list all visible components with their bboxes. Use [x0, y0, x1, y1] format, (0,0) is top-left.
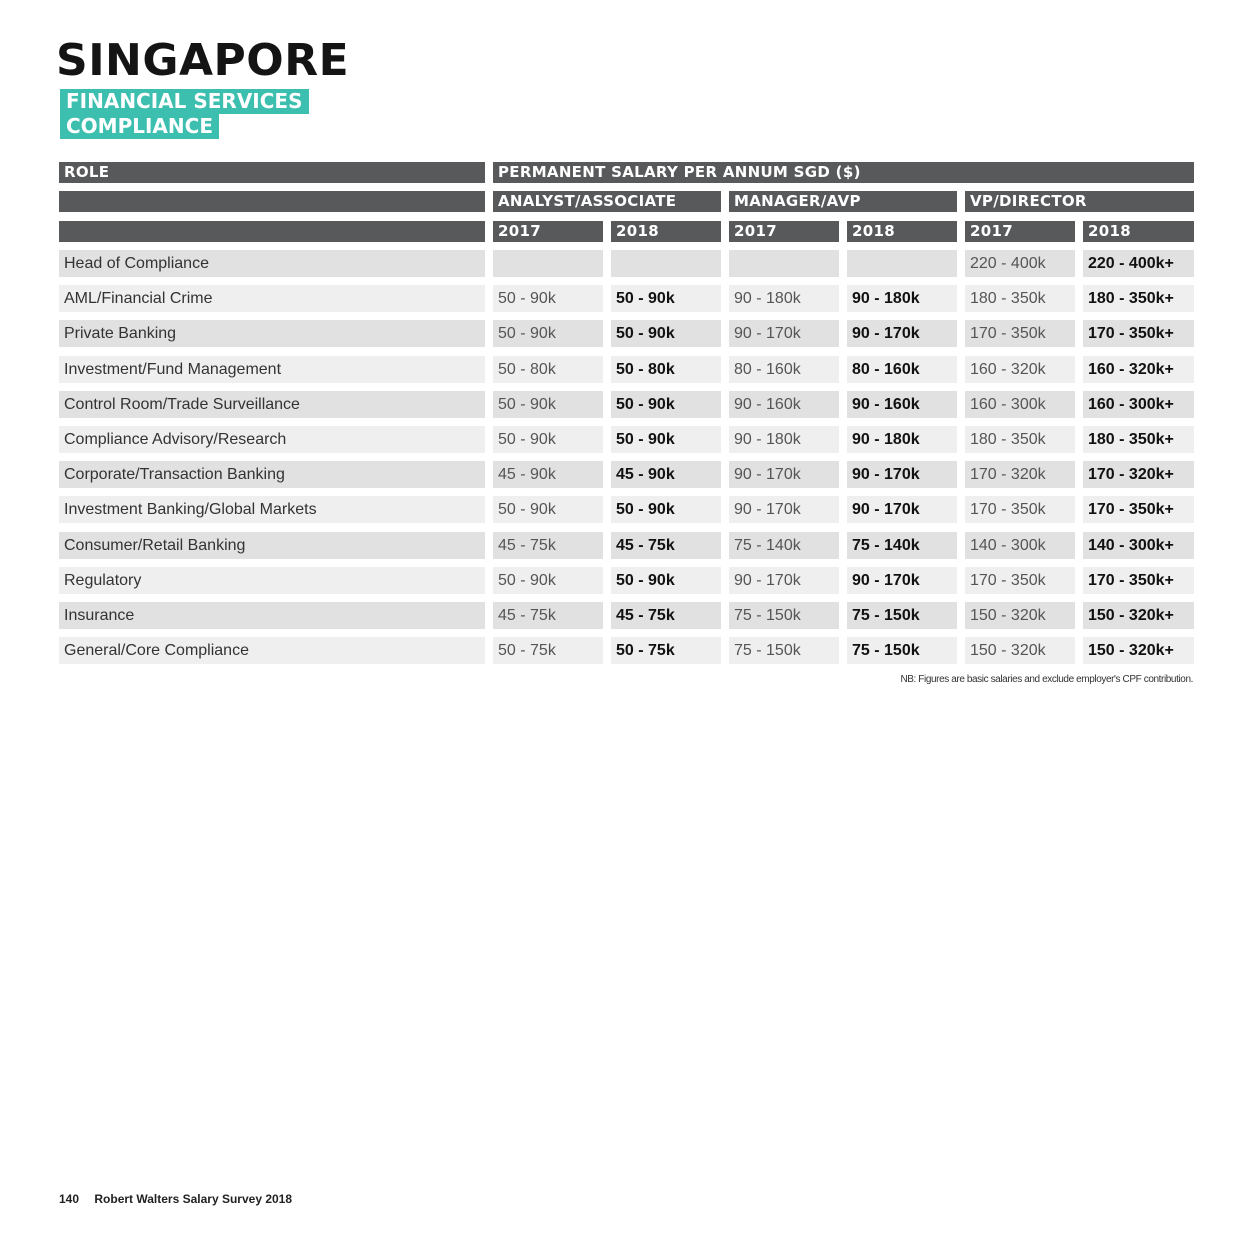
page-number: 140: [59, 1192, 80, 1206]
page-footer: [59, 1192, 292, 1206]
role-cell: Regulatory: [59, 567, 485, 594]
role-cell: Investment/Fund Management: [59, 356, 485, 383]
salary-cell: 45 - 75k: [493, 532, 603, 559]
year-header-manager-2017: 2017: [729, 221, 839, 242]
salary-cell: 75 - 150k: [847, 602, 957, 629]
salary-cell: 90 - 170k: [729, 461, 839, 488]
salary-cell: 75 - 150k: [729, 637, 839, 664]
salary-cell: 90 - 170k: [729, 567, 839, 594]
role-cell: Insurance: [59, 602, 485, 629]
salary-cell: 50 - 90k: [611, 320, 721, 347]
role-cell: Corporate/Transaction Banking: [59, 461, 485, 488]
role-cell: General/Core Compliance: [59, 637, 485, 664]
level-header-analyst: ANALYST/ASSOCIATE: [493, 191, 721, 212]
year-header-analyst-2017: 2017: [493, 221, 603, 242]
salary-cell: 160 - 320k+: [1083, 356, 1194, 383]
salary-cell: 90 - 170k: [847, 496, 957, 523]
salary-cell: 150 - 320k: [965, 602, 1075, 629]
salary-cell: 50 - 90k: [493, 285, 603, 312]
level-header-vp: VP/DIRECTOR: [965, 191, 1194, 212]
sector-tag: FINANCIAL SERVICES: [60, 89, 309, 114]
salary-cell: 160 - 300k+: [1083, 391, 1194, 418]
salary-cell: 140 - 300k+: [1083, 532, 1194, 559]
publication-title: Robert Walters Salary Survey 2018: [94, 1192, 293, 1206]
salary-cell: 180 - 350k: [965, 285, 1075, 312]
salary-cell: 150 - 320k+: [1083, 602, 1194, 629]
salary-cell: 50 - 75k: [611, 637, 721, 664]
salary-cell: 80 - 160k: [729, 356, 839, 383]
salary-cell: 45 - 90k: [611, 461, 721, 488]
salary-cell: [493, 250, 603, 277]
role-cell: Private Banking: [59, 320, 485, 347]
role-cell: Head of Compliance: [59, 250, 485, 277]
salary-cell: 170 - 350k: [965, 567, 1075, 594]
salary-cell: 90 - 180k: [847, 426, 957, 453]
salary-cell: 150 - 320k+: [1083, 637, 1194, 664]
salary-cell: 170 - 350k+: [1083, 567, 1194, 594]
salary-cell: 50 - 90k: [611, 426, 721, 453]
salary-cell: 220 - 400k+: [1083, 250, 1194, 277]
salary-cell: 50 - 90k: [611, 567, 721, 594]
salary-cell: 180 - 350k+: [1083, 285, 1194, 312]
salary-cell: 50 - 75k: [493, 637, 603, 664]
role-cell: AML/Financial Crime: [59, 285, 485, 312]
role-header-spacer: [59, 191, 485, 212]
salary-cell: 75 - 140k: [729, 532, 839, 559]
salary-cell: 50 - 90k: [611, 285, 721, 312]
salary-cell: 160 - 300k: [965, 391, 1075, 418]
salary-cell: 90 - 170k: [729, 320, 839, 347]
role-cell: Control Room/Trade Surveillance: [59, 391, 485, 418]
role-header-spacer: [59, 221, 485, 242]
salary-cell: 90 - 180k: [729, 285, 839, 312]
country-title: SINGAPORE: [56, 35, 350, 86]
salary-cell: 170 - 350k+: [1083, 320, 1194, 347]
salary-cell: 50 - 90k: [611, 496, 721, 523]
salary-cell: 90 - 160k: [847, 391, 957, 418]
salary-cell: 45 - 75k: [493, 602, 603, 629]
salary-cell: 75 - 140k: [847, 532, 957, 559]
salary-cell: 220 - 400k: [965, 250, 1075, 277]
salary-cell: 90 - 170k: [729, 496, 839, 523]
salary-cell: 150 - 320k: [965, 637, 1075, 664]
salary-cell: 45 - 75k: [611, 532, 721, 559]
salary-cell: 50 - 90k: [493, 391, 603, 418]
salary-cell: 180 - 350k+: [1083, 426, 1194, 453]
salary-cell: 90 - 180k: [729, 426, 839, 453]
salary-cell: 75 - 150k: [729, 602, 839, 629]
salary-cell: 50 - 80k: [611, 356, 721, 383]
salary-cell: 45 - 90k: [493, 461, 603, 488]
salary-cell: 160 - 320k: [965, 356, 1075, 383]
year-header-analyst-2018: 2018: [611, 221, 721, 242]
salary-cell: [611, 250, 721, 277]
salary-cell: 90 - 180k: [847, 285, 957, 312]
salary-cell: 50 - 90k: [611, 391, 721, 418]
salary-cell: [847, 250, 957, 277]
role-cell: Consumer/Retail Banking: [59, 532, 485, 559]
salary-cell: 170 - 350k: [965, 496, 1075, 523]
salary-cell: 90 - 170k: [847, 320, 957, 347]
salary-cell: 50 - 90k: [493, 567, 603, 594]
year-header-vp-2017: 2017: [965, 221, 1075, 242]
discipline-tag: COMPLIANCE: [60, 114, 219, 139]
salary-cell: 170 - 350k: [965, 320, 1075, 347]
salary-cell: 50 - 90k: [493, 426, 603, 453]
salary-column-header: PERMANENT SALARY PER ANNUM SGD ($): [493, 162, 1194, 183]
salary-cell: 80 - 160k: [847, 356, 957, 383]
salary-cell: 180 - 350k: [965, 426, 1075, 453]
salary-cell: 170 - 320k: [965, 461, 1075, 488]
role-cell: Compliance Advisory/Research: [59, 426, 485, 453]
salary-cell: 45 - 75k: [611, 602, 721, 629]
salary-cell: 75 - 150k: [847, 637, 957, 664]
year-header-manager-2018: 2018: [847, 221, 957, 242]
salary-cell: 90 - 170k: [847, 461, 957, 488]
year-header-vp-2018: 2018: [1083, 221, 1194, 242]
salary-cell: 90 - 170k: [847, 567, 957, 594]
role-cell: Investment Banking/Global Markets: [59, 496, 485, 523]
role-column-header: ROLE: [59, 162, 485, 183]
footnote: NB: Figures are basic salaries and exclude employer's CPF contribution.: [900, 674, 1193, 685]
level-header-manager: MANAGER/AVP: [729, 191, 957, 212]
salary-cell: 170 - 350k+: [1083, 496, 1194, 523]
salary-cell: 140 - 300k: [965, 532, 1075, 559]
salary-cell: 50 - 90k: [493, 320, 603, 347]
salary-cell: 50 - 80k: [493, 356, 603, 383]
salary-cell: 90 - 160k: [729, 391, 839, 418]
salary-cell: 170 - 320k+: [1083, 461, 1194, 488]
salary-cell: 50 - 90k: [493, 496, 603, 523]
salary-cell: [729, 250, 839, 277]
